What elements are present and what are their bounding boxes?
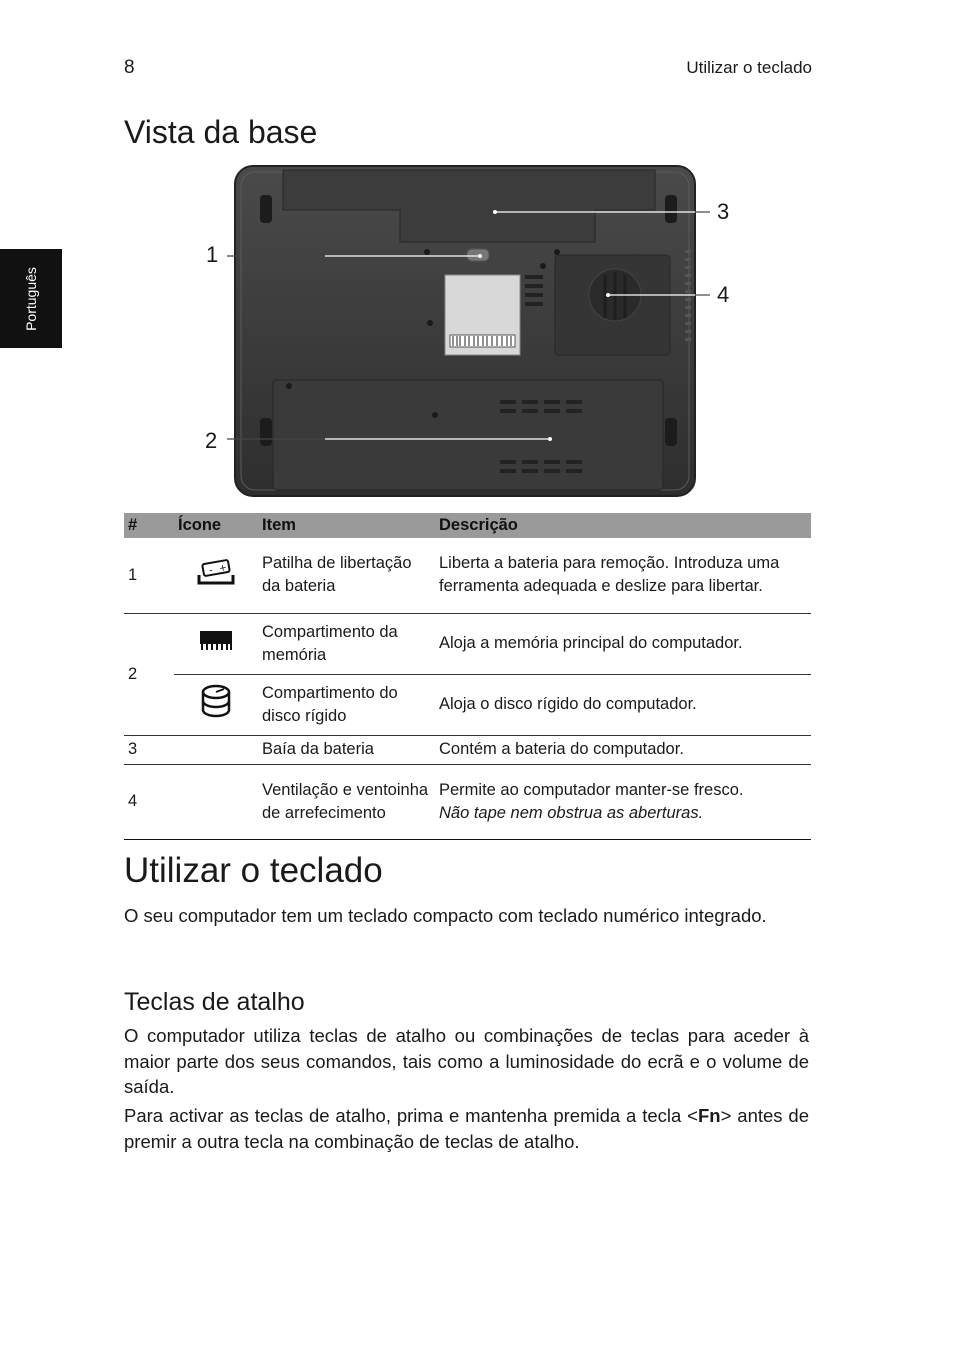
row-item: Compartimento do disco rígido bbox=[258, 674, 435, 735]
row-item: Baía da bateria bbox=[258, 735, 435, 764]
col-icon-header: Ícone bbox=[174, 513, 258, 538]
keyboard-section-title: Utilizar o teclado bbox=[124, 851, 383, 890]
hotkeys-paragraph-1: O computador utiliza teclas de atalho ou combinações de teclas para aceder à maior parte dos seus comandos, tais como a luminosidade do ecrã e o volume de saída. bbox=[124, 1025, 809, 1097]
parts-table bbox=[124, 513, 811, 840]
battery-release-icon bbox=[196, 562, 236, 590]
svg-text:+: + bbox=[218, 562, 228, 575]
table-row bbox=[124, 764, 811, 839]
row-item: Ventilação e ventoinha de arrefecimento bbox=[258, 764, 435, 839]
row-item: Compartimento da memória bbox=[258, 613, 435, 674]
callout-2: 2 bbox=[205, 428, 218, 453]
col-number-header: # bbox=[124, 513, 174, 538]
keyboard-intro: O seu computador tem um teclado compacto com teclado numérico integrado. bbox=[124, 905, 767, 926]
table-row bbox=[124, 674, 811, 735]
table-row bbox=[124, 735, 811, 764]
row-description-warning: Não tape nem obstrua as aberturas. bbox=[439, 803, 704, 822]
row-number: 4 bbox=[124, 764, 174, 839]
section-title: Vista da base bbox=[124, 114, 318, 150]
row-description: Permite ao computador manter-se fresco. bbox=[439, 780, 744, 799]
table-header-row bbox=[124, 513, 811, 538]
page-number: 8 bbox=[124, 57, 135, 78]
language-tab-label: Português bbox=[23, 267, 39, 331]
hotkeys-paragraph-2 bbox=[124, 1103, 809, 1154]
table-row bbox=[124, 538, 811, 613]
para2-text-before: Para activar as teclas de atalho, prima e mantenha premida a tecla < bbox=[124, 1105, 698, 1126]
hard-disk-icon bbox=[199, 706, 233, 724]
callout-1: 1 bbox=[206, 242, 219, 267]
table-row bbox=[124, 613, 811, 674]
language-tab bbox=[0, 249, 62, 348]
row-number: 3 bbox=[124, 735, 174, 764]
col-item-header: Item bbox=[258, 513, 435, 538]
row-number: 1 bbox=[124, 538, 174, 613]
callout-4: 4 bbox=[717, 282, 730, 307]
fn-key-label: Fn bbox=[697, 1105, 721, 1126]
svg-text:-: - bbox=[208, 565, 214, 576]
para2-text-after: > antes de premir a outra tecla na combinação de teclas de atalho. bbox=[124, 1105, 809, 1152]
row-number: 2 bbox=[124, 613, 174, 735]
row-item: Patilha de libertação da bateria bbox=[258, 538, 435, 613]
row-description: Aloja a memória principal do computador. bbox=[435, 613, 811, 674]
laptop-base-illustration bbox=[195, 160, 755, 505]
row-description: Liberta a bateria para remoção. Introduza uma ferramenta adequada e deslize para libertar. bbox=[435, 538, 811, 613]
laptop-base-figure bbox=[195, 160, 755, 505]
row-description: Aloja o disco rígido do computador. bbox=[435, 674, 811, 735]
row-description: Contém a bateria do computador. bbox=[435, 735, 811, 764]
col-description-header: Descrição bbox=[435, 513, 811, 538]
running-head: Utilizar o teclado bbox=[686, 58, 812, 77]
hotkeys-title: Teclas de atalho bbox=[124, 988, 305, 1016]
memory-icon bbox=[198, 639, 234, 657]
callout-3: 3 bbox=[717, 199, 730, 224]
